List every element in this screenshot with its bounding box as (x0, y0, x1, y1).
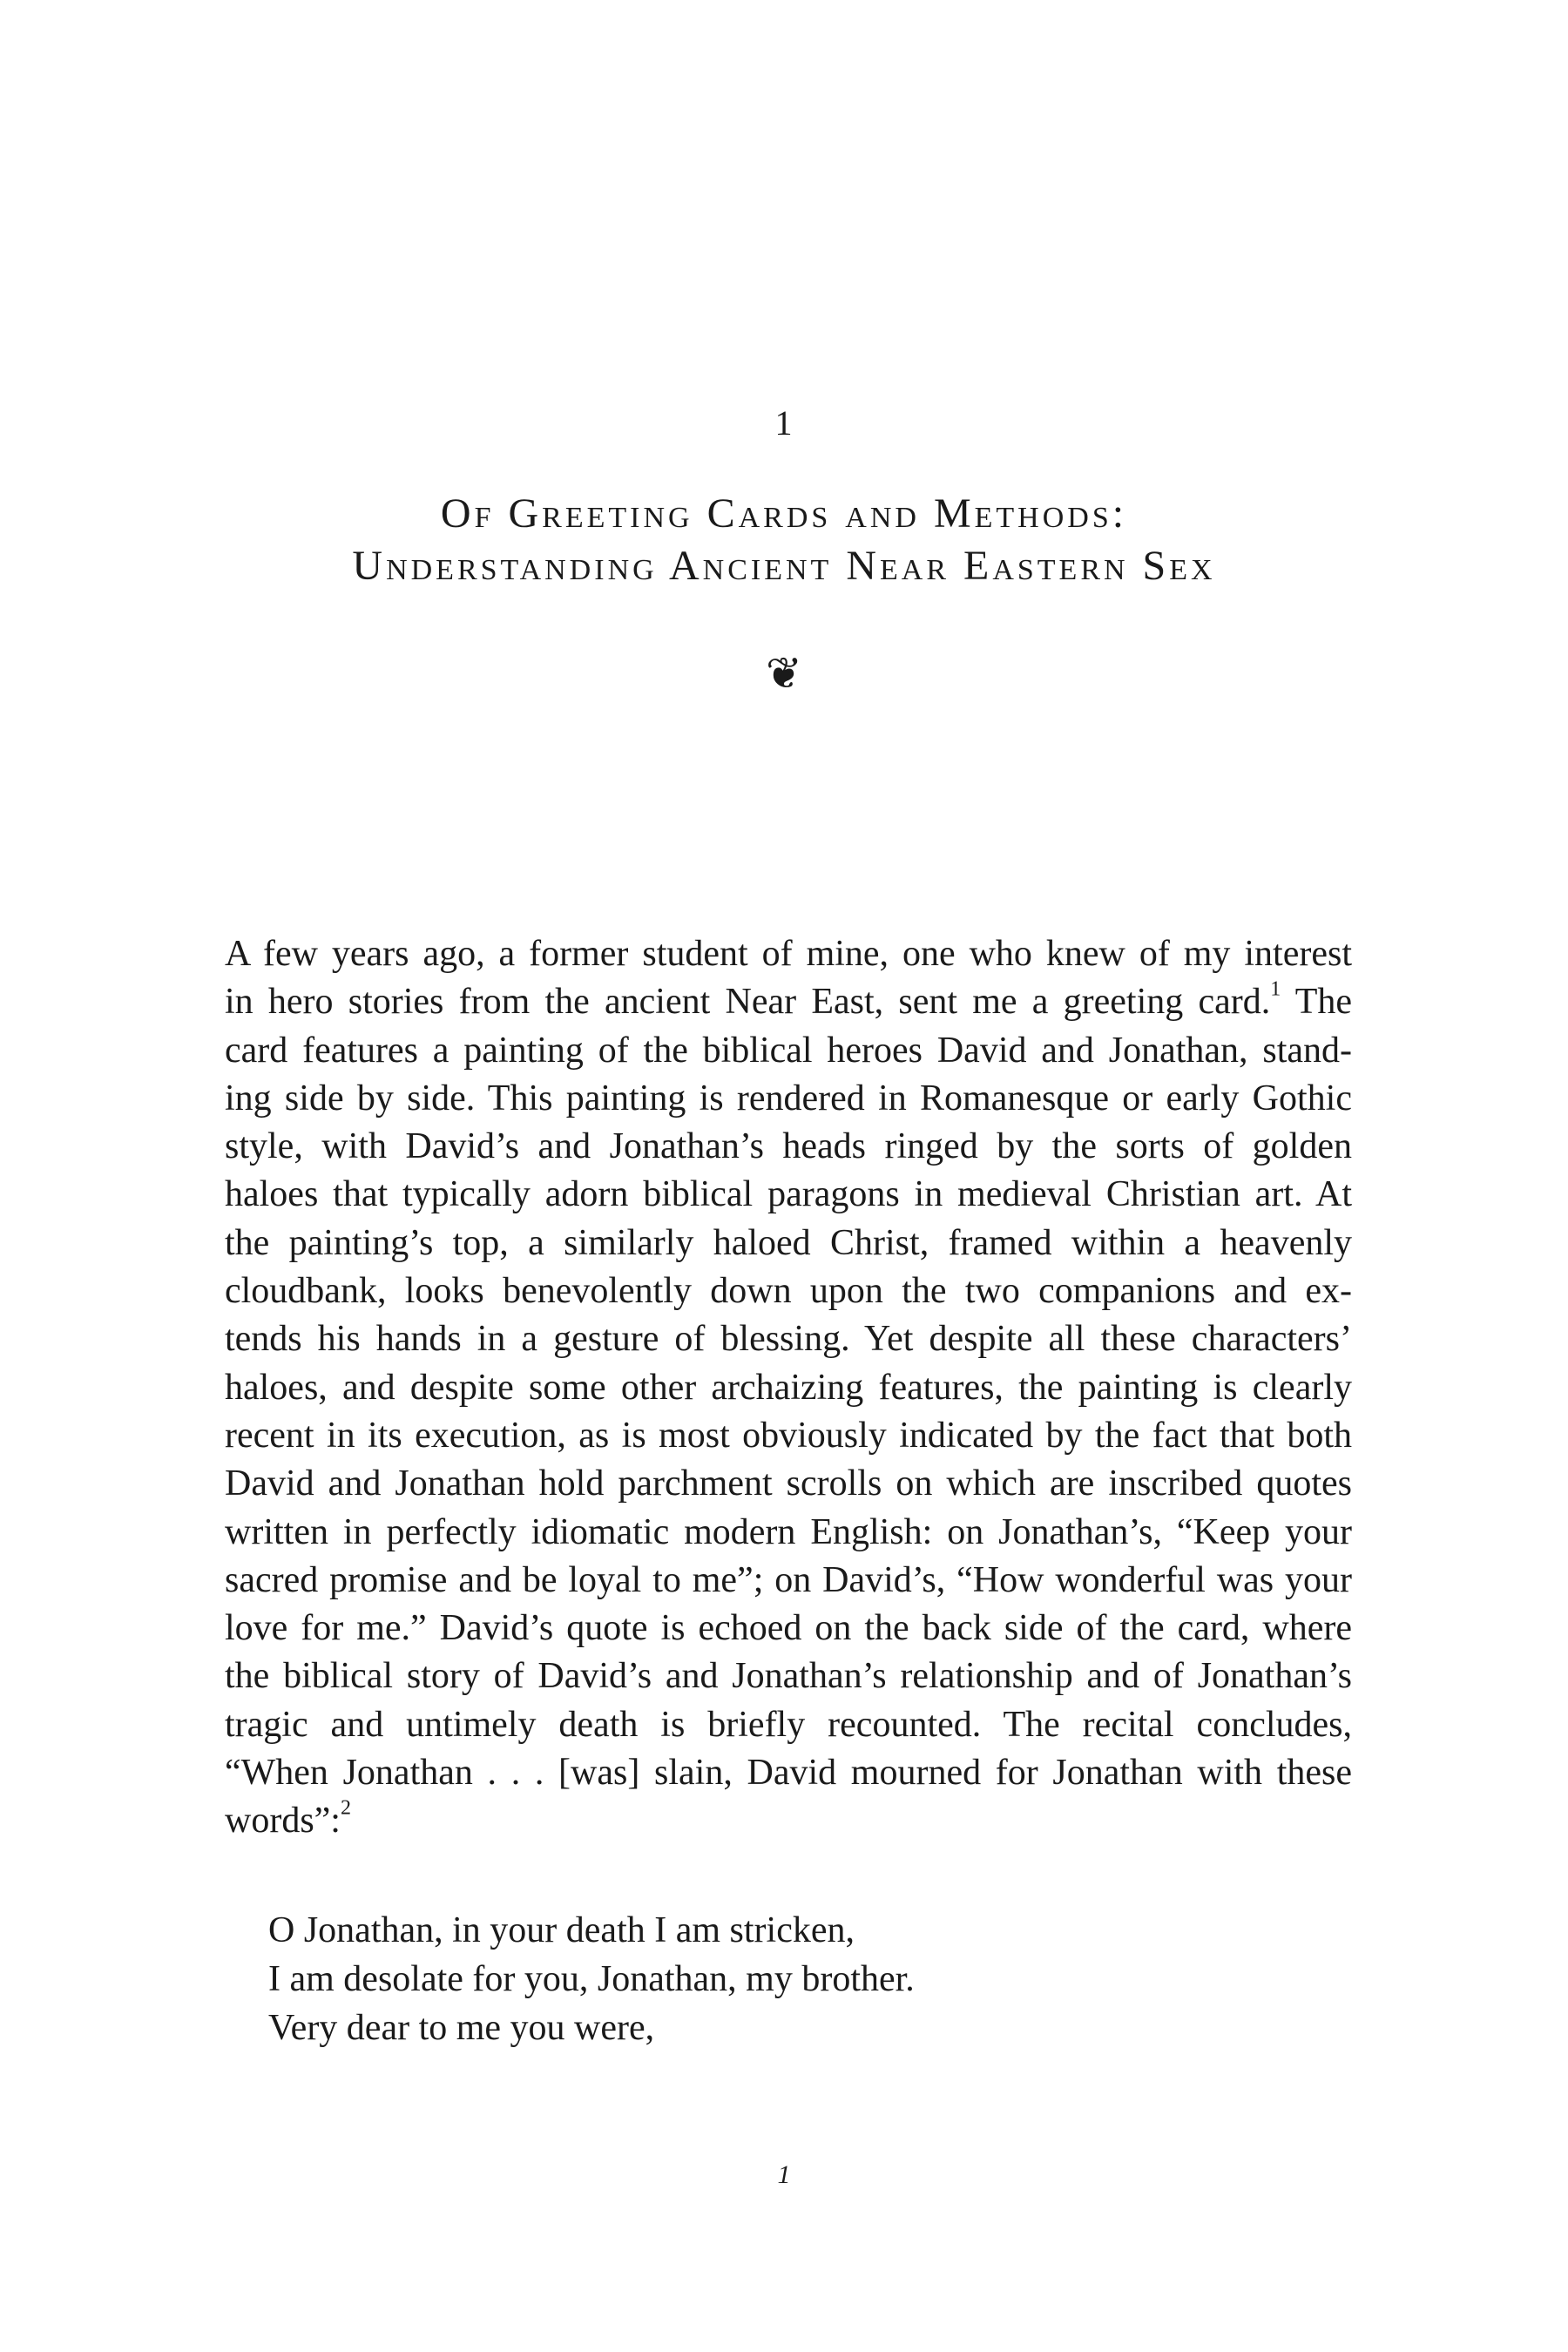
chapter-title (0, 488, 1568, 592)
body-line: the biblical story of David’s and Jonathan’s relationship and of Jonathan’s (225, 1656, 1352, 1697)
page-number: 1 (777, 2160, 791, 2189)
body-line-tail: The (1281, 982, 1352, 1023)
body-line-text: words”: (225, 1801, 341, 1842)
body-line: “When Jonathan . . . [was] slain, David mourned for Jonathan with these (225, 1753, 1352, 1794)
body-line: David and Jonathan hold parchment scrolls on which are inscribed quotes (225, 1463, 1352, 1504)
chapter-number: 1 (774, 403, 794, 443)
body-line: haloes that typically adorn biblical paragons in medieval Christian art. At (225, 1174, 1352, 1215)
footnote-marker[interactable]: 2 (340, 1796, 351, 1820)
body-line: written in perfectly idiomatic modern English: on Jonathan’s, “Keep your (225, 1511, 1352, 1552)
verse-line: O Jonathan, in your death I am stricken, (268, 1910, 855, 1950)
body-line: style, with David’s and Jonathan’s heads ringed by the sorts of golden (225, 1126, 1352, 1167)
fleuron-ornament-icon: ❦ (766, 649, 802, 698)
body-line (225, 1797, 1352, 1845)
chapter-title-line-1: Of Greeting Cards and Methods: (440, 490, 1128, 537)
verse-block (268, 1906, 915, 2052)
body-line: ing side by side. This painting is rendered in Romanesque or early Gothic (225, 1078, 1352, 1119)
body-line: A few years ago, a former student of mine, one who knew of my interest (225, 934, 1352, 974)
body-line: love for me.” David’s quote is echoed on the back side of the card, where (225, 1608, 1352, 1649)
body-line (225, 978, 1352, 1026)
body-line: tragic and untimely death is briefly recounted. The recital concludes, (225, 1704, 1352, 1745)
body-line-text: in hero stories from the ancient Near East, sent me a greeting card. (225, 982, 1271, 1023)
verse-line: I am desolate for you, Jonathan, my brother. (268, 1959, 915, 1999)
body-line: haloes, and despite some other archaizing features, the painting is clearly (225, 1367, 1352, 1408)
verse-line: Very dear to me you were, (268, 2008, 655, 2048)
body-paragraph (225, 930, 1352, 1846)
body-line: recent in its execution, as is most obviously indicated by the fact that both (225, 1415, 1352, 1456)
body-line: tends his hands in a gesture of blessing. Yet despite all these characters’ (225, 1319, 1352, 1360)
body-line: cloudbank, looks benevolently down upon the two companions and ex- (225, 1271, 1352, 1312)
footnote-marker[interactable]: 1 (1270, 977, 1281, 1001)
chapter-title-line-2: Understanding Ancient Near Eastern Sex (352, 543, 1216, 589)
body-line: the painting’s top, a similarly haloed Christ, framed within a heavenly (225, 1222, 1352, 1263)
body-line: card features a painting of the biblical heroes David and Jonathan, stand- (225, 1030, 1352, 1071)
body-line: sacred promise and be loyal to me”; on David’s, “How wonderful was your (225, 1559, 1352, 1600)
